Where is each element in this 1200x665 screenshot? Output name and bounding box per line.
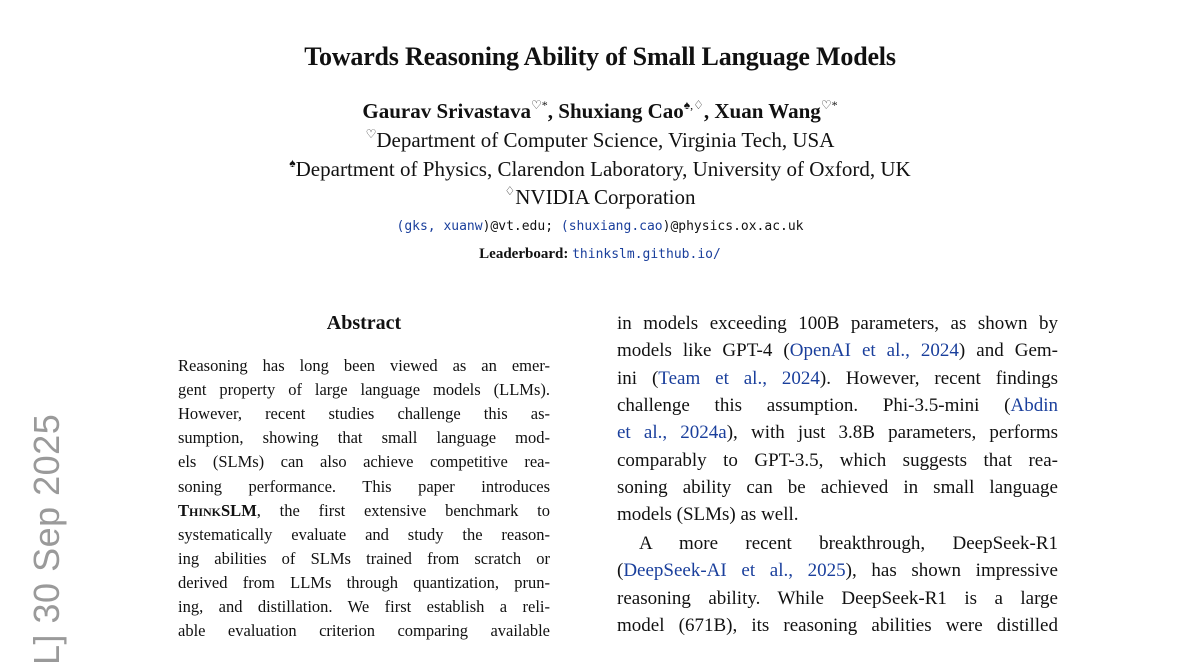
intro-text: models like GPT-4 ( [617, 340, 790, 361]
affiliation-nvidia [0, 184, 1200, 210]
intro-text: ) and Gem- [958, 340, 1058, 361]
abstract-heading: Abstract [326, 312, 402, 334]
citation-link[interactable]: et al., 2024a [617, 422, 727, 443]
abstract-line: Reasoning has long been viewed as an emer- [178, 356, 550, 375]
abstract-line: systematically evaluate and study the reason- [178, 525, 550, 544]
abstract-line: ing abilities of SLMs trained from scratch or [178, 549, 550, 568]
intro-line [617, 588, 1058, 610]
abstract-line: able evaluation criterion comparing available [178, 621, 550, 640]
affiliation-text: NVIDIA Corporation [515, 185, 696, 209]
email-paren: ( [560, 219, 569, 234]
intro-text: challenge this assumption. Phi-3.5-mini ( [617, 395, 1011, 416]
affiliation-mark: ♠ [289, 156, 296, 170]
affiliation-text: Department of Physics, Clarendon Laboratory, University of Oxford, UK [295, 157, 911, 181]
author-mark: ♠,♢ [683, 98, 704, 112]
intro-text: A more recent breakthrough, DeepSeek-R1 [639, 533, 1058, 554]
intro-line [617, 615, 1058, 637]
abstract-line: sumption, showing that small language mod- [178, 428, 550, 447]
email-link-gks[interactable]: gks [404, 219, 428, 234]
leaderboard-link[interactable]: thinkslm.github.io/ [572, 247, 721, 262]
intro-line [617, 340, 1058, 362]
abstract-line: soning performance. This paper introduces [178, 477, 550, 496]
intro-text: ), has shown impressive [845, 560, 1058, 581]
intro-text: models (SLMs) as well. [617, 504, 799, 525]
abstract-line [178, 501, 550, 521]
leaderboard-label: Leaderboard: [479, 246, 569, 262]
intro-text: in models exceeding 100B parameters, as shown by [617, 313, 1058, 334]
intro-text: soning ability can be achieved in small language [617, 477, 1058, 498]
intro-text: comparably to GPT-3.5, which suggests that rea- [617, 450, 1058, 471]
intro-text: ( [617, 560, 624, 581]
abstract-line: However, recent studies challenge this as- [178, 404, 550, 423]
affiliation-text: Department of Computer Science, Virginia Tech, USA [376, 128, 835, 152]
citation-link[interactable]: Team et al., 2024 [658, 368, 820, 389]
intro-text: ). However, recent findings [819, 368, 1058, 389]
email-link-shuxiang[interactable]: shuxiang.cao [568, 219, 663, 234]
intro-line [617, 368, 1058, 390]
email-separator: , [427, 219, 444, 234]
abstract-line: ing, and distillation. We first establish a reli- [178, 597, 550, 616]
abstract-line: gent property of large language models (LLMs). [178, 380, 550, 399]
leaderboard-line [0, 246, 1200, 263]
abstract-line: derived from LLMs through quantization, prun- [178, 573, 550, 592]
affiliation-oxford [0, 156, 1200, 182]
intro-line [617, 395, 1058, 417]
intro-line [617, 313, 1058, 335]
paper-title: Towards Reasoning Ability of Small Language Models [304, 42, 896, 71]
intro-text: ini ( [617, 368, 659, 389]
intro-text: ), with just 3.8B parameters, performs [726, 422, 1059, 443]
arxiv-stamp: L] 30 Sep 2025 [26, 413, 67, 665]
abstract-line: els (SLMs) can also achieve competitive rea- [178, 452, 550, 471]
intro-text: reasoning ability. While DeepSeek-R1 is a large [617, 588, 1058, 609]
affiliation-virginia-tech [0, 127, 1200, 153]
intro-line [617, 504, 1058, 526]
email-domain-vt: )@vt.edu; [482, 219, 561, 234]
email-domain-oxford: )@physics.ox.ac.uk [662, 219, 804, 234]
author-list: Gaurav Srivastava♡*, Shuxiang Cao♠,♢, Xuan Wang♡* [362, 98, 838, 123]
intro-line [617, 422, 1058, 444]
intro-line [617, 450, 1058, 472]
citation-link[interactable]: DeepSeek-AI et al., 2025 [623, 560, 846, 581]
abstract-line-text: , the first extensive benchmark to [256, 501, 550, 520]
author-emails [0, 219, 1200, 234]
affiliation-mark: ♢ [504, 184, 516, 198]
author-name: Xuan Wang [714, 99, 821, 123]
author-name: Gaurav Srivastava [362, 99, 532, 123]
citation-link[interactable]: OpenAI et al., 2024 [789, 340, 959, 361]
author-mark: ♡* [820, 98, 838, 112]
intro-line [617, 533, 1058, 555]
affiliation-mark: ♡ [365, 127, 377, 141]
intro-line [617, 560, 1058, 582]
benchmark-name: ThinkSLM [178, 501, 257, 520]
citation-link[interactable]: Abdin [1010, 395, 1058, 416]
author-name: Shuxiang Cao [558, 99, 684, 123]
intro-line [617, 477, 1058, 499]
email-link-xuanw[interactable]: xuanw [443, 219, 483, 234]
intro-text: model (671B), its reasoning abilities were distilled [617, 615, 1058, 636]
email-paren: ( [396, 219, 405, 234]
author-mark: ♡* [531, 98, 548, 112]
